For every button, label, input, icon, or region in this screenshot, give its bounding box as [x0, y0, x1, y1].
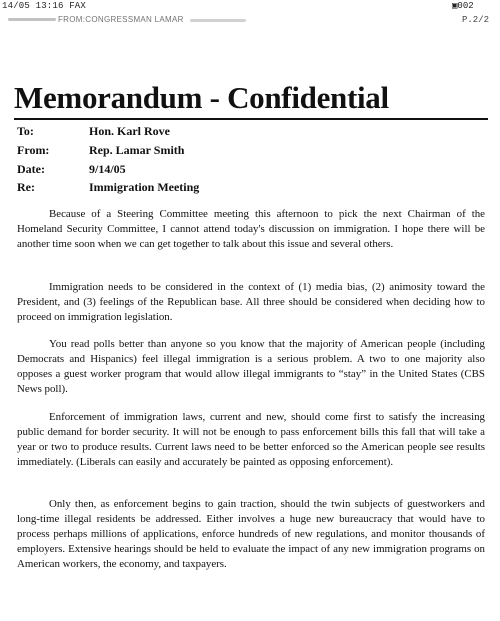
memo-from-label: From:	[17, 143, 50, 157]
memo-title: Memorandum - Confidential	[14, 80, 389, 115]
memo-paragraph: You read polls better than anyone so you know that the majority of American people (including Democrats and Hispanics) feel illegal immigration is a serious problem. A two to one majority also opposes a guest worker program that would allow illegal immigrants to “stay” in the United States (CBS News poll).	[17, 338, 485, 395]
fax-sender: FROM:CONGRESSMAN LAMAR	[58, 15, 184, 24]
fax-page-icon: ▣	[452, 1, 458, 11]
fax-page-number: P.2/2	[462, 15, 490, 25]
title-divider	[14, 118, 488, 120]
memo-paragraph: Because of a Steering Committee meeting this afternoon to pick the next Chairman of the Homeland Security Committee, I cannot attend today's discussion on immigration. I hope there will be another time soon when we can get together to talk about this issue and several others.	[17, 208, 485, 250]
memo-from-value: Rep. Lamar Smith	[89, 143, 185, 157]
memo-to-label: To:	[17, 124, 34, 138]
fax-smudge	[8, 18, 56, 21]
memo-date-label: Date:	[17, 162, 45, 176]
memo-re-label: Re:	[17, 180, 35, 194]
fax-from-line	[0, 14, 500, 28]
memo-paragraph: Enforcement of immigration laws, current and new, should come first to satisfy the increasing public demand for border security. It will not be enough to pass enforcement bills this fall that will take a year or two to produce results. Current laws need to be better enforced so the American people see results immediately. (Liberals can easily and accurately be painted as opposing enforcement).	[17, 411, 485, 468]
memo-paragraph: Immigration needs to be considered in the context of (1) media bias, (2) animosity toward the President, and (3) feelings of the Republican base. All three should be considered when deciding how to proceed on immigration legislation.	[17, 281, 485, 323]
memo-paragraph: Only then, as enforcement begins to gain traction, should the twin subjects of guestworkers and long-time illegal residents be addressed. Either involves a huge new bureaucracy that would have to process perhaps millions of applications, enforce hundreds of new regulations, and monitor thousands of employers. Extensive hearings should be held to evaluate the impact of any new immigration programs on American workers, the economy, and taxpayers.	[17, 498, 485, 570]
fax-page-id	[452, 1, 474, 11]
fax-page-id-text: 002	[457, 1, 474, 11]
memo-date-value: 9/14/05	[89, 162, 126, 176]
memo-to-value: Hon. Karl Rove	[89, 124, 170, 138]
memo-re-value: Immigration Meeting	[89, 180, 200, 194]
fax-smudge-right	[190, 19, 246, 22]
fax-timestamp: 14/05 13:16 FAX	[2, 1, 87, 11]
